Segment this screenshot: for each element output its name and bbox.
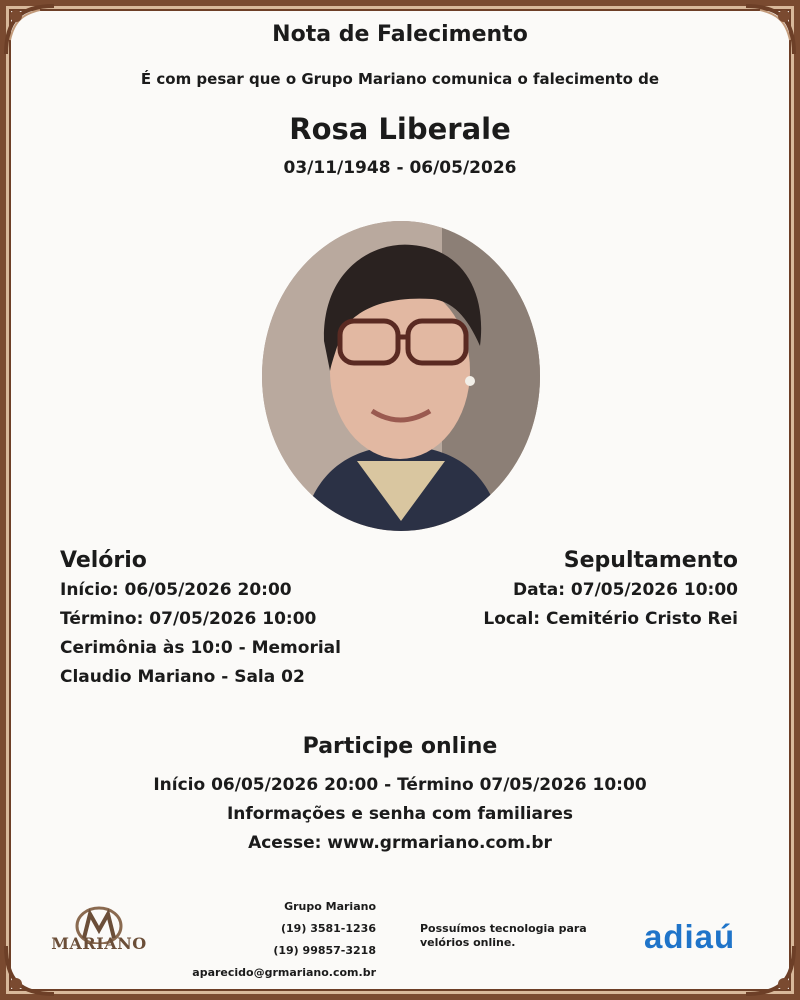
online-info: Informações e senha com familiares — [226, 804, 574, 824]
email-link[interactable]: aparecido@grmariano.com.br — [192, 966, 376, 979]
velorio-section — [60, 546, 341, 692]
sepultamento-heading: Sepultamento — [563, 548, 738, 573]
adiau-logo: adiaú — [644, 918, 736, 955]
portrait-photo — [262, 221, 540, 531]
sepultamento-local: Local: Cemitério Cristo Rei — [483, 609, 738, 629]
deceased-name: Rosa Liberale — [289, 112, 511, 146]
online-period: Início 06/05/2026 20:00 - Término 07/05/2026 10:00 — [153, 775, 647, 795]
page-title: Nota de Falecimento — [272, 22, 528, 47]
velorio-cerimonia-line-2: Claudio Mariano - Sala 02 — [60, 667, 305, 687]
online-access-link[interactable]: Acesse: www.grmariano.com.br — [248, 833, 552, 853]
intro-text: É com pesar que o Grupo Mariano comunica o falecimento de — [140, 70, 660, 88]
life-dates: 03/11/1948 - 06/05/2026 — [283, 158, 517, 178]
company-name: Grupo Mariano — [284, 900, 376, 913]
contact-block — [192, 896, 376, 984]
velorio-cerimonia-line-1: Cerimônia às 10:0 - Memorial — [60, 638, 341, 658]
velorio-heading: Velório — [60, 548, 147, 573]
portrait-photo-icon — [262, 221, 540, 531]
mariano-logo — [46, 904, 152, 968]
sepultamento-data: Data: 07/05/2026 10:00 — [513, 580, 738, 600]
velorio-inicio: Início: 06/05/2026 20:00 — [60, 580, 292, 600]
velorio-termino: Término: 07/05/2026 10:00 — [60, 609, 317, 629]
corner-ornament-icon — [740, 940, 800, 1000]
sepultamento-section — [483, 546, 738, 634]
online-heading: Participe online — [302, 734, 498, 759]
phone-1[interactable]: (19) 3581-1236 — [281, 922, 376, 935]
phone-2[interactable]: (19) 99857-3218 — [273, 944, 376, 957]
tech-text: Possuímos tecnologia para velórios online. — [420, 922, 587, 949]
logo-text: MARIANO — [51, 934, 147, 953]
